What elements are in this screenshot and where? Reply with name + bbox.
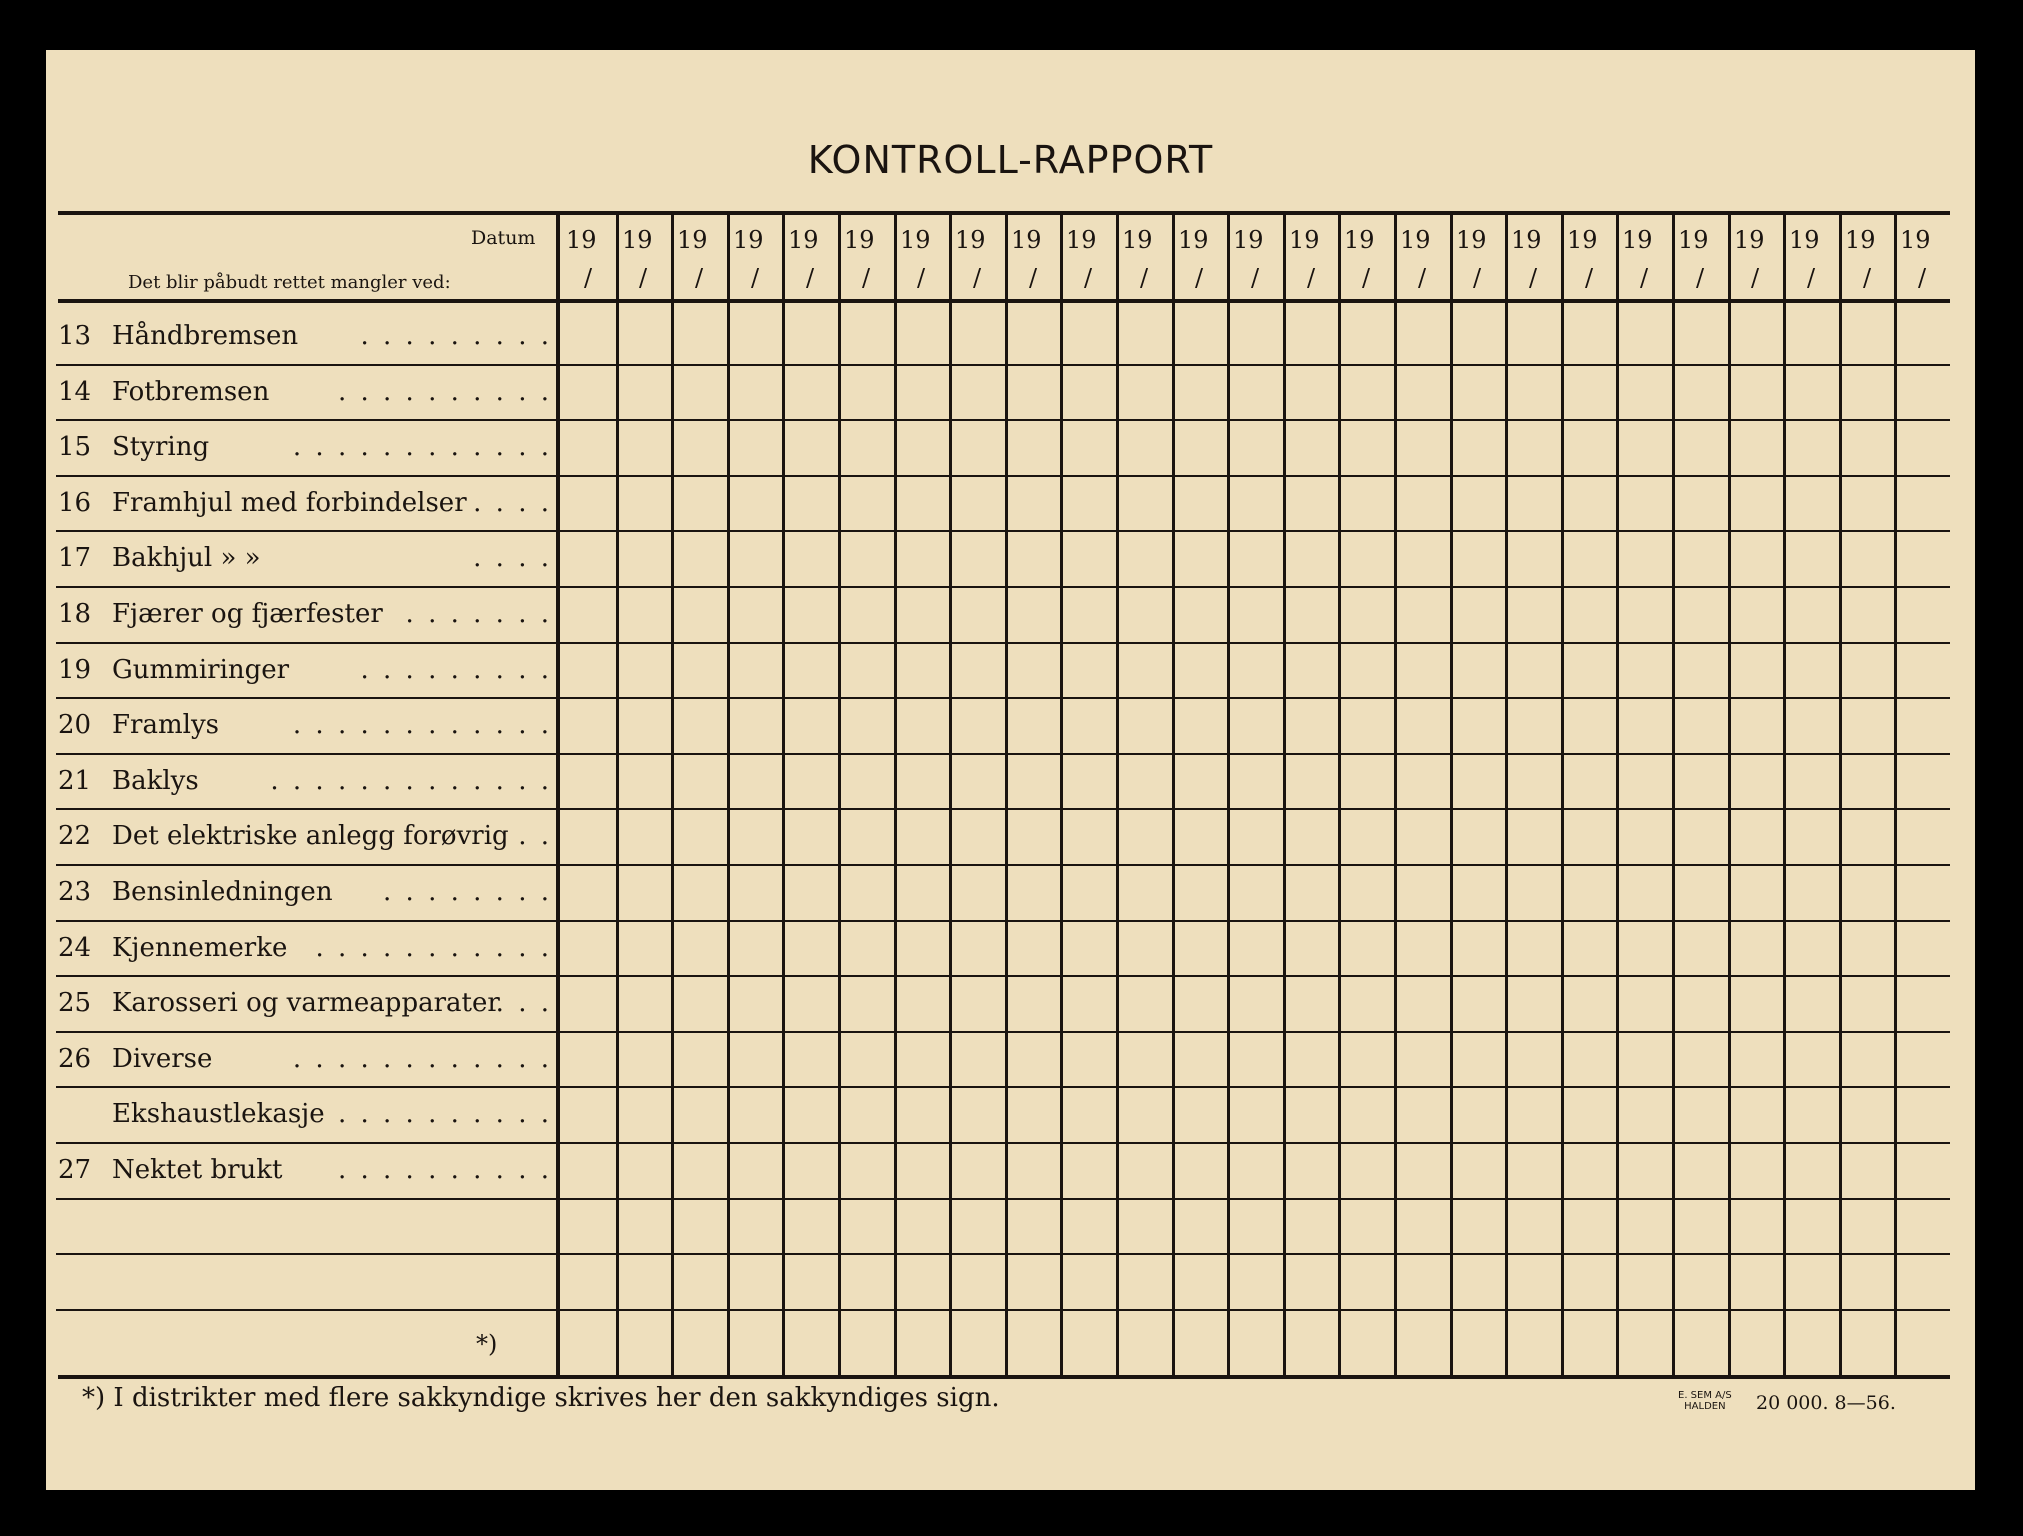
date-separator: / [917, 264, 926, 292]
date-separator: / [1473, 264, 1482, 292]
date-separator: / [1585, 264, 1594, 292]
column-divider [1839, 215, 1842, 1375]
row-divider [56, 1198, 1950, 1200]
row-divider [56, 697, 1950, 699]
row-number: 13 [58, 321, 92, 351]
row-divider [56, 864, 1950, 866]
date-year-prefix: 19 [1066, 226, 1097, 254]
row-leader-dots: . . . [495, 988, 552, 1019]
date-year-prefix: 19 [788, 226, 819, 254]
row-leader-dots: . . . . . . . . . . [337, 376, 552, 407]
datum-label: Datum [471, 227, 536, 249]
date-separator: / [1863, 264, 1872, 292]
footnote: *) I distrikter med flere sakkyndige skrives her den sakkyndiges sign. [82, 1383, 1000, 1413]
date-separator: / [1251, 264, 1260, 292]
column-divider [894, 215, 897, 1375]
row-divider [56, 419, 1950, 421]
column-divider [1616, 215, 1619, 1375]
label-column-divider [556, 211, 560, 1379]
column-divider [1394, 215, 1397, 1375]
row-label: Håndbremsen [112, 321, 299, 351]
date-year-prefix: 19 [566, 226, 597, 254]
date-year-prefix: 19 [1011, 226, 1042, 254]
row-label: Det elektriske anlegg forøvrig [112, 821, 509, 852]
date-separator: / [1084, 264, 1093, 292]
date-year-prefix: 19 [1678, 226, 1709, 254]
row-number: 23 [58, 877, 92, 907]
row-divider [56, 975, 1950, 977]
date-separator: / [695, 264, 704, 292]
header-top-rule [58, 211, 1950, 215]
row-divider [56, 920, 1950, 922]
row-number: 25 [58, 988, 92, 1019]
row-number: 26 [58, 1043, 92, 1074]
row-label: Framlys [112, 710, 219, 741]
row-divider [56, 475, 1950, 477]
row-number: 27 [58, 1155, 92, 1185]
signature-marker: *) [476, 1330, 498, 1358]
column-divider [671, 215, 674, 1375]
date-year-prefix: 19 [1845, 226, 1876, 254]
column-divider [1172, 215, 1175, 1375]
row-leader-dots: . . . . [473, 543, 552, 574]
row-leader-dots: . . . . . . . . . . [337, 1155, 552, 1185]
date-separator: / [1029, 264, 1038, 292]
date-year-prefix: 19 [1900, 226, 1931, 254]
row-leader-dots: . . . . [473, 487, 552, 518]
footer-rule [58, 1375, 1950, 1379]
print-info: 20 000. 8—56. [1756, 1392, 1896, 1414]
date-year-prefix: 19 [900, 226, 931, 254]
date-year-prefix: 19 [955, 226, 986, 254]
row-number: 18 [58, 599, 92, 629]
row-leader-dots: . . . . . . . . . [360, 321, 552, 351]
column-divider [1505, 215, 1508, 1375]
date-separator: / [751, 264, 760, 292]
row-label: Framhjul med forbindelser [112, 487, 467, 518]
date-separator: / [1140, 264, 1149, 292]
date-year-prefix: 19 [1622, 226, 1653, 254]
date-separator: / [1529, 264, 1538, 292]
row-leader-dots: . . . . . . . . . . . . . [270, 765, 552, 796]
date-year-prefix: 19 [733, 226, 764, 254]
date-year-prefix: 19 [1567, 226, 1598, 254]
date-year-prefix: 19 [1456, 226, 1487, 254]
column-divider [1227, 215, 1230, 1375]
row-leader-dots: . . . . . . . . . . . [315, 932, 552, 963]
row-divider [56, 1086, 1950, 1088]
row-number: 19 [58, 654, 92, 685]
row-divider [56, 753, 1950, 755]
row-label: Fotbremsen [112, 376, 270, 407]
date-year-prefix: 19 [1734, 226, 1765, 254]
row-label: Ekshaustlekasje [112, 1099, 325, 1130]
column-divider [1728, 215, 1731, 1375]
date-separator: / [1640, 264, 1649, 292]
date-year-prefix: 19 [622, 226, 653, 254]
row-number: 14 [58, 376, 92, 407]
row-divider [56, 642, 1950, 644]
row-label: Diverse [112, 1043, 213, 1074]
date-separator: / [1751, 264, 1760, 292]
date-separator: / [1195, 264, 1204, 292]
row-leader-dots: . . . . . . . . . . . . [292, 710, 552, 741]
row-label: Gummiringer [112, 654, 290, 685]
date-separator: / [1307, 264, 1316, 292]
printer-mark: E. SEM A/S HALDEN [1678, 1390, 1732, 1412]
row-number: 20 [58, 710, 92, 741]
date-year-prefix: 19 [677, 226, 708, 254]
column-divider [1283, 215, 1286, 1375]
row-label: Karosseri og varmeapparater [112, 988, 500, 1019]
date-separator: / [1807, 264, 1816, 292]
row-leader-dots: . . . . . . . [405, 599, 552, 629]
row-number: 15 [58, 432, 92, 463]
row-divider [56, 1309, 1950, 1311]
date-year-prefix: 19 [1289, 226, 1320, 254]
date-separator: / [1696, 264, 1705, 292]
column-divider [1672, 215, 1675, 1375]
column-divider [1783, 215, 1786, 1375]
date-separator: / [862, 264, 871, 292]
column-divider [949, 215, 952, 1375]
row-label: Nektet brukt [112, 1155, 283, 1185]
date-year-prefix: 19 [1511, 226, 1542, 254]
date-separator: / [1918, 264, 1927, 292]
column-divider [782, 215, 785, 1375]
column-divider [1005, 215, 1008, 1375]
row-leader-dots: . . . . . . . . . . . . [292, 432, 552, 463]
date-separator: / [639, 264, 648, 292]
row-label: Styring [112, 432, 210, 463]
instruction-label: Det blir påbudt rettet mangler ved: [128, 272, 451, 293]
row-divider [56, 1142, 1950, 1144]
date-year-prefix: 19 [1344, 226, 1375, 254]
date-year-prefix: 19 [844, 226, 875, 254]
row-label: Bakhjul » » [112, 543, 261, 574]
header-bottom-rule [58, 299, 1950, 303]
date-year-prefix: 19 [1400, 226, 1431, 254]
column-divider [1060, 215, 1063, 1375]
row-number: 16 [58, 487, 92, 518]
row-divider [56, 1031, 1950, 1033]
date-separator: / [973, 264, 982, 292]
page-title: KONTROLL-RAPPORT [807, 138, 1214, 182]
row-number: 24 [58, 932, 92, 963]
row-number: 22 [58, 821, 92, 852]
date-separator: / [584, 264, 593, 292]
row-label: Baklys [112, 765, 199, 796]
date-separator: / [806, 264, 815, 292]
date-year-prefix: 19 [1233, 226, 1264, 254]
date-year-prefix: 19 [1122, 226, 1153, 254]
control-report-card [46, 50, 1975, 1490]
column-divider [1116, 215, 1119, 1375]
column-divider [727, 215, 730, 1375]
date-year-prefix: 19 [1178, 226, 1209, 254]
row-leader-dots: . . [518, 821, 552, 852]
date-year-prefix: 19 [1789, 226, 1820, 254]
row-label: Bensinledningen [112, 877, 333, 907]
column-divider [616, 215, 619, 1375]
row-divider [56, 586, 1950, 588]
row-leader-dots: . . . . . . . . . . [337, 1099, 552, 1130]
row-divider [56, 808, 1950, 810]
row-leader-dots: . . . . . . . . [383, 877, 552, 907]
column-divider [1561, 215, 1564, 1375]
row-label: Kjennemerke [112, 932, 288, 963]
row-number: 21 [58, 765, 92, 796]
column-divider [1338, 215, 1341, 1375]
column-divider [1894, 215, 1897, 1375]
row-divider [56, 1253, 1950, 1255]
row-leader-dots: . . . . . . . . . [360, 654, 552, 685]
row-divider [56, 364, 1950, 366]
date-separator: / [1362, 264, 1371, 292]
row-leader-dots: . . . . . . . . . . . . [292, 1043, 552, 1074]
row-label: Fjærer og fjærfester [112, 599, 383, 629]
date-separator: / [1418, 264, 1427, 292]
column-divider [1450, 215, 1453, 1375]
column-divider [838, 215, 841, 1375]
row-divider [56, 530, 1950, 532]
row-number: 17 [58, 543, 92, 574]
